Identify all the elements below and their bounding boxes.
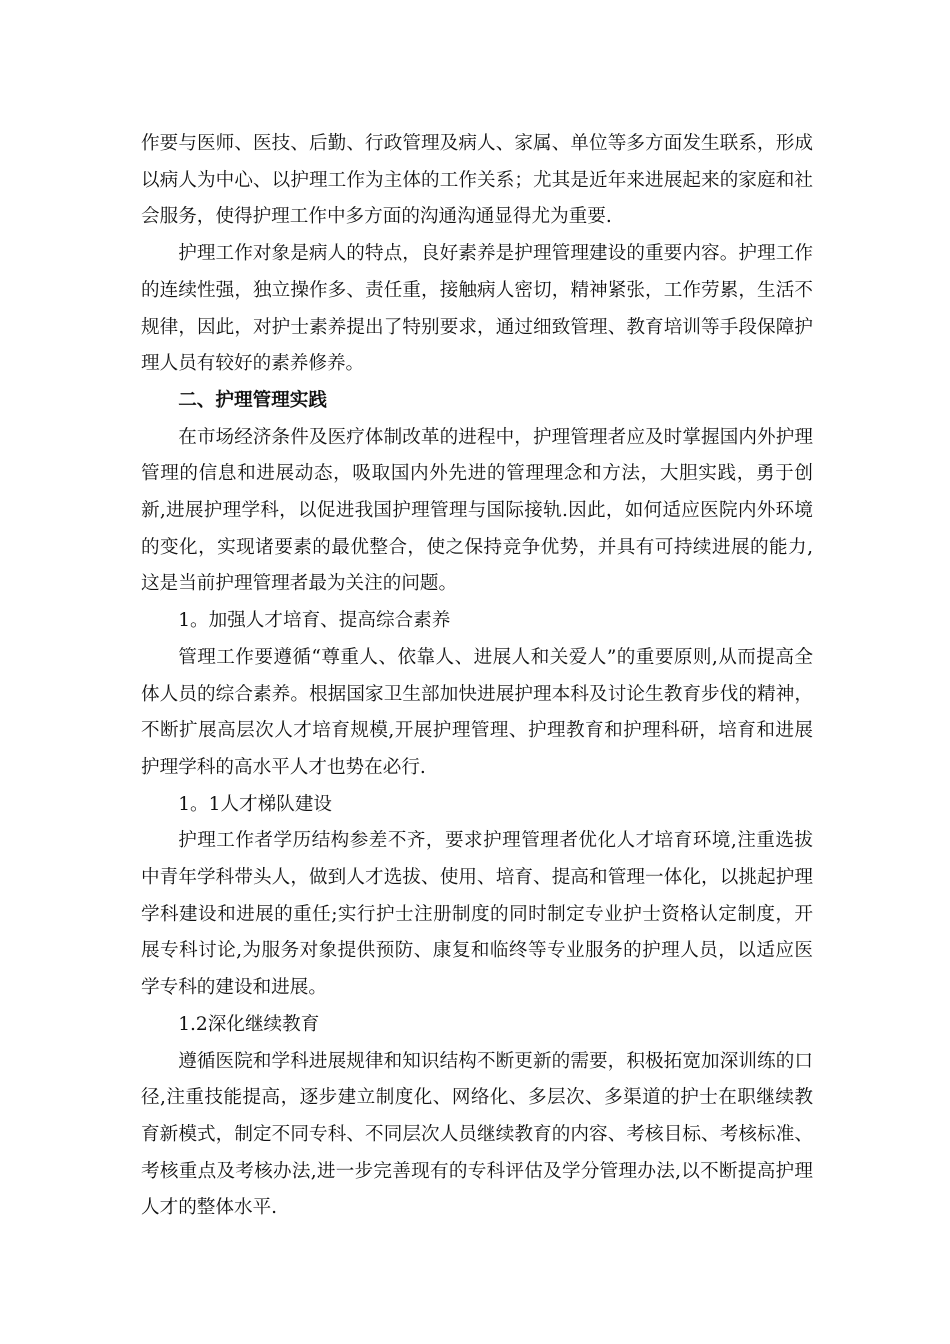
- paragraph-market-reform: 在市场经济条件及医疗体制改革的进程中，护理管理者应及时掌握国内外护理管理的信息和进展动态，吸取国内外先进的管理理念和方法，大胆实践，勇于创新,进展护理学科，以促进我国护理管理与国际接轨.因此，如何适应医院内外环境的变化，实现诸要素的最优整合，使之保持竞争优势，并具有可持续进展的能力,这是当前护理管理者最为关注的问题。: [141, 426, 813, 595]
- subsection-heading-education: 1.2深化继续教育: [178, 1013, 320, 1035]
- paragraph-management-principle: 管理工作要遵循“尊重人、依靠人、进展人和关爱人”的重要原则,从而提高全体人员的综合素养。根据国家卫生部加快进展护理本科及讨论生教育步伐的精神，不断扩展高层次人才培育规模,开展护理管理、护理教育和护理科研，培育和进展护理学科的高水平人才也势在必行.: [141, 646, 813, 778]
- paragraph-nursing-quality: 护理工作对象是病人的特点，良好素养是护理管理建设的重要内容。护理工作的连续性强，独立操作多、责任重，接触病人密切，精神紧张，工作劳累，生活不规律，因此，对护士素养提出了特别要求，通过细致管理、教育培训等手段保障护理人员有较好的素养修养。: [141, 243, 813, 375]
- paragraph-continuation: 作要与医师、医技、后勤、行政管理及病人、家属、单位等多方面发生联系，形成以病人为中心、以护理工作为主体的工作关系；尤其是近年来进展起来的家庭和社会服务，使得护理工作中多方面的沟通沟通显得尤为重要.: [141, 133, 813, 228]
- paragraph-echelon: 护理工作者学历结构参差不齐，要求护理管理者优化人才培育环境,注重选拔中青年学科带头人，做到人才选拔、使用、培育、提高和管理一体化，以挑起护理学科建设和进展的重任;实行护士注册制度的同时制定专业护士资格认定制度，开展专科讨论,为服务对象提供预防、康复和临终等专业服务的护理人员，以适应医学专科的建设和进展。: [141, 830, 813, 999]
- document-page: [141, 126, 813, 1227]
- subsection-heading-talent: 1。加强人才培育、提高综合素养: [178, 610, 451, 632]
- paragraph-education: 遵循医院和学科进展规律和知识结构不断更新的需要，积极拓宽加深训练的口径,注重技能提高，逐步建立制度化、网络化、多层次、多渠道的护士在职继续教育新模式，制定不同专科、不同层次人员继续教育的内容、考核目标、考核标准、考核重点及考核办法,进一步完善现有的专科评估及学分管理办法,以不断提高护理人才的整体水平.: [141, 1050, 813, 1219]
- subsection-heading-echelon: 1。1人才梯队建设: [178, 793, 333, 815]
- section-heading-practice: 二、护理管理实践: [178, 389, 327, 411]
